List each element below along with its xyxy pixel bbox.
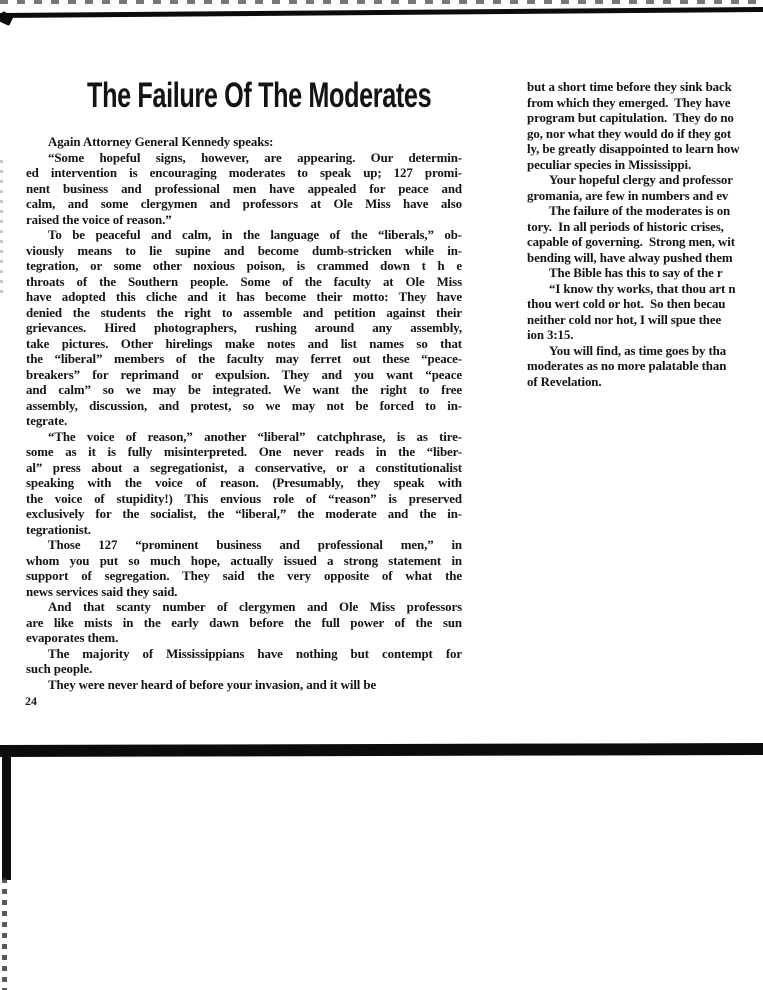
text-line: such people. [26, 662, 93, 676]
scan-next-page-left-border-fade [2, 878, 7, 990]
text-line: Your hopeful clergy and professor [549, 173, 733, 187]
text-line: gromania, are few in numbers and ev [527, 188, 729, 203]
text-line: take pictures. Other hirelings make notes and list names so that [26, 336, 462, 351]
text-line: neither cold nor hot, I will spue thee [527, 312, 722, 327]
text-line: program but capitulation. They do no [527, 111, 734, 125]
text-line: raised the voice of reason.” [26, 212, 172, 227]
text-line: the voice of stupidity!) This envious role of “reason” is preserved [26, 491, 462, 506]
text-line: throats of the Southern people. Some of the faculty at Ole Miss [26, 274, 462, 289]
page-number: 24 [25, 694, 37, 708]
text-line: ly, be greatly disappointed to learn how [527, 142, 740, 156]
text-line: news services said they said. [26, 584, 178, 599]
text-line: And that scanty number of clergymen and Ole Miss professors [48, 600, 462, 614]
left-text-column [26, 135, 462, 693]
text-line: You will find, as time goes by tha [549, 343, 727, 358]
text-line: tegration, or some other noxious poison, is crammed down t h e [26, 259, 462, 273]
text-line: have adopted this cliche and it has become their motto: They have [26, 290, 462, 304]
text-line: and calm” so we may be integrated. We want the right to free [26, 383, 462, 397]
text-line: viously means to lie supine and become dumb-stricken while in- [26, 243, 462, 258]
text-line: “The voice of reason,” another “liberal” catchphrase, is as tire- [48, 429, 462, 444]
text-line: tory. In all periods of historic crises, [527, 219, 724, 234]
scan-next-page-left-border [2, 748, 11, 880]
text-line: ion 3:15. [527, 328, 574, 342]
text-line: go, nor what they would do if they got [527, 126, 732, 141]
text-line: The majority of Mississippians have nothing but contempt for [48, 646, 462, 661]
text-line: “Some hopeful signs, however, are appearing. Our determin- [48, 150, 462, 165]
text-line: bending will, have alway pushed them [527, 250, 733, 265]
page-title: The Failure Of The Moderates [87, 76, 432, 115]
text-line: exclusively for the socialist, the “liberal,” the moderate and the in- [26, 507, 462, 521]
scan-next-page-top-border [0, 743, 763, 757]
text-line: Again Attorney General Kennedy speaks: [48, 135, 274, 149]
text-line: moderates as no more palatable than [527, 359, 727, 373]
text-line: support of segregation. They said the very opposite of what the [26, 569, 462, 583]
scan-top-edge-line [0, 7, 763, 18]
text-line: To be peaceful and calm, in the language of the “liberals,” ob- [48, 228, 462, 242]
text-line: calm, and some clergymen and professors at Ole Miss have also [26, 197, 462, 211]
right-text-column [527, 80, 763, 390]
text-line: grievances. Hired photographers, rushing around any assembly, [26, 321, 462, 335]
text-line: al” press about a segregationist, a conservative, or a constitutionalist [26, 460, 462, 475]
text-line: peculiar species in Mississippi. [527, 157, 692, 172]
text-line: some as it is fully misinterpreted. One never reads in the “liber- [26, 445, 462, 459]
text-line: from which they emerged. They have [527, 95, 731, 110]
text-line: tegrationist. [26, 522, 91, 537]
text-line: breakers” for reprimand or expulsion. They and you want “peace [26, 367, 462, 382]
scan-top-perforation-marks [0, 0, 763, 4]
text-line: “I know thy works, that thou art n [549, 281, 736, 296]
text-line: capable of governing. Strong men, wit [527, 235, 735, 249]
text-line: thou wert cold or hot. So then becau [527, 297, 726, 311]
text-line: but a short time before they sink back [527, 80, 732, 94]
text-line: They were never heard of before your invasion, and it will be [48, 677, 377, 692]
text-line: ed intervention is encouraging moderates to speak up; 127 promi- [26, 166, 462, 180]
scan-left-edge-specks [0, 160, 3, 300]
text-line: assembly, discussion, and protest, so we may not be forced to in- [26, 398, 462, 413]
text-line: The Bible has this to say of the r [549, 266, 723, 280]
text-line: are like mists in the early dawn before the full power of the sun [26, 615, 462, 630]
text-line: evaporates them. [26, 631, 119, 645]
text-line: whom you put so much hope, actually issued a strong statement in [26, 553, 462, 568]
text-line: nent business and professional men have appealed for peace and [26, 181, 462, 196]
text-line: Those 127 “prominent business and professional men,” in [48, 538, 462, 552]
text-line: tegrate. [26, 414, 68, 428]
text-line: The failure of the moderates is on [549, 204, 731, 218]
text-line: the “liberal” members of the faculty may ferret out these “peace- [26, 352, 462, 366]
text-line: of Revelation. [527, 374, 602, 389]
text-line: speaking with the voice of reason. (Presumably, they speak with [26, 476, 462, 490]
text-line: denied the students the right to assemble and petition against their [26, 305, 462, 320]
